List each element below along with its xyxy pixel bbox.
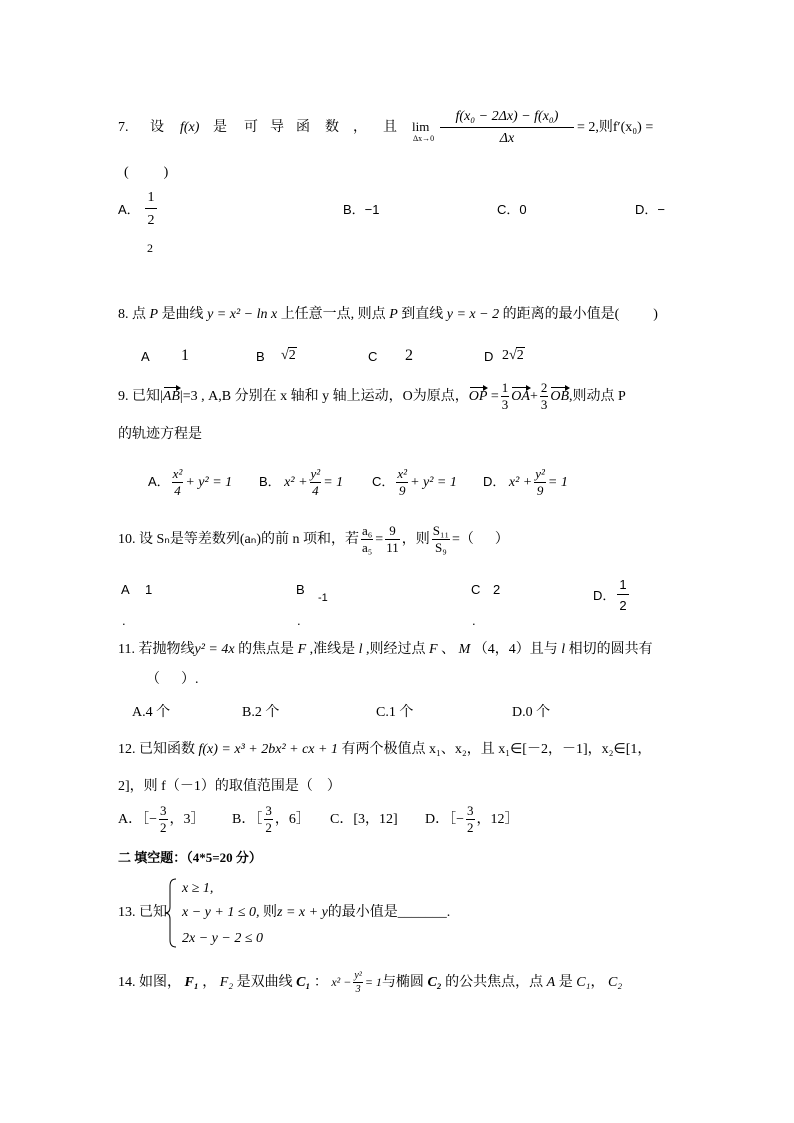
option-a-dot: . xyxy=(122,613,126,628)
option-a-label: A xyxy=(141,349,150,364)
option-expression: x² + xyxy=(508,475,533,490)
option-b-label: B xyxy=(256,349,265,364)
q8-stem xyxy=(118,305,658,325)
radicand: 2 xyxy=(288,348,296,363)
fraction-denominator: a₅ xyxy=(361,540,373,556)
question-text: ，则 xyxy=(401,532,430,547)
q14-stem xyxy=(118,966,622,999)
option-a-label: A． xyxy=(118,202,140,217)
function-expression: f(x) xyxy=(180,120,200,135)
option-a: A.4 个 xyxy=(132,705,171,720)
radical-sign: √ xyxy=(509,348,517,363)
option-text: ，6］ xyxy=(274,812,310,827)
curve-label: C₁ xyxy=(296,975,311,990)
question-text: （4，4）且与 xyxy=(473,642,558,657)
option-expression: x² + xyxy=(284,475,308,490)
fraction xyxy=(501,381,510,412)
fraction-denominator: 2 xyxy=(467,820,474,836)
hyperbola-expression: = 1 xyxy=(364,975,382,989)
fraction xyxy=(159,804,168,835)
option-b: B．−1 xyxy=(343,202,380,217)
question-text: 是 xyxy=(558,975,573,990)
fraction-denominator: 3 xyxy=(501,397,509,413)
q11-stem xyxy=(118,640,653,660)
vector-label: OA xyxy=(511,389,530,404)
option-c-value: 2 xyxy=(405,347,413,364)
option-a xyxy=(148,466,232,499)
curve-label: C₁ xyxy=(576,975,591,990)
option-text: D．［− xyxy=(425,812,465,827)
question-text: 是 xyxy=(213,120,227,135)
option-b: B.2 个 xyxy=(242,705,280,720)
question-text: ,准线是 xyxy=(309,642,356,657)
equals-sign: = xyxy=(490,389,499,404)
fraction-denominator: 2 xyxy=(147,213,155,228)
fraction-denominator: Δx xyxy=(499,131,515,146)
option-c: C．0 xyxy=(497,202,527,217)
radical-sign: √ xyxy=(281,348,289,363)
left-brace-icon xyxy=(164,878,178,948)
question-text: 数 xyxy=(325,120,339,135)
fraction-denominator: 11 xyxy=(386,540,399,556)
fraction-denominator: 2 xyxy=(265,820,272,836)
hyperbola-expression: x² − xyxy=(331,975,352,989)
constraint-2-line xyxy=(182,903,450,923)
fraction-denominator: 9 xyxy=(536,483,544,499)
question-text: 的焦点是 xyxy=(238,642,295,657)
fraction xyxy=(396,467,408,498)
option-d-fraction xyxy=(617,576,629,617)
abs-bar-right: | xyxy=(179,389,183,404)
question-number: 11. xyxy=(118,642,135,657)
vector-label: OB xyxy=(550,389,570,404)
option-text: A．［− xyxy=(118,812,158,827)
question-text: ， xyxy=(353,120,367,135)
answer-paren-close: ) xyxy=(653,307,658,322)
option-text: C．[3，12] xyxy=(330,812,398,827)
question-text: 的公共焦点，点 xyxy=(445,975,544,990)
fraction-numerator: 3 xyxy=(160,803,167,819)
fraction-numerator: f(x₀ − 2Δx) − f(x₀) xyxy=(455,109,559,124)
option-expression: = 1 xyxy=(547,475,568,490)
focus-label: F xyxy=(297,642,307,657)
vector-label: AB xyxy=(162,389,180,404)
section-heading: 二 填空题：（4*5=20 分） xyxy=(118,850,262,865)
option-b-label: B xyxy=(296,582,305,597)
fraction-numerator: a₆ xyxy=(361,523,373,539)
option-a-value: 1 xyxy=(181,347,189,364)
focus-label: F₂ xyxy=(219,975,234,990)
question-text: 的最小值是 xyxy=(327,905,398,920)
q12-stem xyxy=(118,740,651,760)
fraction-denominator: S₉ xyxy=(435,540,447,556)
fraction-numerator: 1 xyxy=(501,380,509,396)
curve-equation: y = x² − ln x xyxy=(207,307,278,322)
option-c-dot: . xyxy=(472,613,476,628)
fraction-numerator: 2 xyxy=(540,380,548,396)
option-text: B．［ xyxy=(232,812,263,827)
limit-subscript: Δx→0 xyxy=(413,134,435,143)
focus-label: F₁ xyxy=(184,975,199,990)
question-text: 上任意一点, 则点 xyxy=(280,307,386,322)
option-label: C． xyxy=(372,474,395,489)
fraction-denominator: 4 xyxy=(312,483,319,499)
fraction-numerator: 3 xyxy=(467,803,474,819)
function-expression: f(x) = x³ + 2bx² + cx + 1 xyxy=(198,742,338,757)
question-text: ： xyxy=(313,975,328,990)
vector-op xyxy=(469,387,488,407)
answer-parentheses: ( ) xyxy=(124,165,169,180)
constraint-2: x − y + 1 ≤ 0, xyxy=(182,905,260,920)
question-text: 相切的圆共有 xyxy=(568,642,653,657)
question-text: 13. 已知 xyxy=(118,905,167,920)
parabola-equation: y² = 4x xyxy=(194,642,235,657)
question-number: 8. xyxy=(118,307,129,322)
directrix-label: l xyxy=(561,642,566,657)
plus-sign: + xyxy=(529,389,538,404)
option-c xyxy=(372,466,457,499)
question-text: 且 xyxy=(383,120,397,135)
option-c-label: C xyxy=(471,582,481,597)
fraction xyxy=(172,467,184,498)
option-text: ，12］ xyxy=(476,812,519,827)
vector-ab xyxy=(163,387,180,407)
fraction-numerator: S₁₁ xyxy=(432,523,450,539)
option-b xyxy=(259,466,343,499)
option-a xyxy=(118,804,205,836)
option-d-value xyxy=(502,346,525,366)
question-text: 则 xyxy=(263,905,278,920)
question-text: 导 xyxy=(270,120,284,135)
question-text: =3 , A,B 分别在 x 轴和 y 轴上运动，O为原点， xyxy=(182,389,469,404)
question-text: 2]，则 f（－1）的取值范围是（ ） xyxy=(118,779,341,794)
option-expression: + y² = 1 xyxy=(410,475,457,490)
focus-label: F xyxy=(429,642,438,657)
vector-arrow-icon xyxy=(551,387,567,388)
fraction xyxy=(540,381,549,412)
limit-operator: lim xyxy=(412,119,430,134)
question-text: 可 xyxy=(244,120,258,135)
fraction-denominator: 3 xyxy=(355,984,361,996)
abs-bar-left: | xyxy=(160,389,163,404)
question-text: ,则动点 P xyxy=(569,389,626,404)
option-a-label: A xyxy=(121,582,130,597)
option-c-value: 2 xyxy=(493,582,501,597)
option-label: A． xyxy=(148,474,170,489)
question-text: 的轨迹方程是 xyxy=(118,427,202,442)
fraction-numerator: y² xyxy=(310,466,321,482)
question-text: 有两个极值点 x₁、x₂，且 x₁∈[－2，－1]，x₂∈[1， xyxy=(341,742,652,757)
question-text: 14. 如图， xyxy=(118,975,181,990)
option-a-fraction xyxy=(145,188,157,233)
answer-blank: _______. xyxy=(397,905,451,920)
option-expression: + y² = 1 xyxy=(185,475,233,490)
fraction-numerator: 1 xyxy=(619,577,627,592)
question-text: 已知函数 xyxy=(139,742,195,757)
vector-label: OP xyxy=(468,389,488,404)
question-text: = 2,则f′(x₀) = xyxy=(577,120,654,135)
q12-stem-line-2 xyxy=(118,777,341,797)
question-text: 是双曲线 xyxy=(236,975,293,990)
fraction xyxy=(432,524,450,555)
fraction-numerator: x² xyxy=(172,466,183,482)
option-d-label: D xyxy=(484,349,494,364)
option-label: B． xyxy=(259,474,281,489)
point-label: P xyxy=(149,307,159,322)
answer-parentheses: （ ）. xyxy=(146,672,199,687)
vector-ob xyxy=(550,387,569,407)
point-label: P xyxy=(389,307,398,322)
line-equation: y = x − 2 xyxy=(446,307,500,322)
question-text: 若抛物线 xyxy=(138,642,195,657)
q9-stem-line-2 xyxy=(118,425,202,445)
option-label: D． xyxy=(483,474,506,489)
fraction-denominator: 4 xyxy=(174,483,181,499)
q9-stem xyxy=(118,381,626,413)
option-c-label: C xyxy=(368,349,378,364)
question-text: 到直线 xyxy=(401,307,444,322)
curve-label: C₂ xyxy=(607,975,623,990)
fraction-numerator: y² xyxy=(354,970,362,982)
constraint-1: x ≥ 1, xyxy=(182,881,214,896)
fraction-numerator: x² xyxy=(397,466,408,482)
fraction-numerator: 9 xyxy=(385,524,400,540)
coefficient: 2 xyxy=(502,348,509,363)
question-number: 12. xyxy=(118,742,136,757)
question-text: 的距离的最小值是( xyxy=(502,307,620,322)
question-text: ,则经过点 xyxy=(366,642,426,657)
radicand: 2 xyxy=(516,348,524,363)
answer-parentheses: =（ ） xyxy=(452,532,509,547)
fraction xyxy=(353,970,362,995)
vector-oa xyxy=(511,387,530,407)
q10-stem xyxy=(118,524,509,556)
option-expression: = 1 xyxy=(323,475,344,490)
question-text: 设 xyxy=(150,120,164,135)
option-b xyxy=(232,804,310,836)
fraction xyxy=(264,804,273,835)
directrix-label: l xyxy=(358,642,363,657)
fraction-numerator: y² xyxy=(535,466,545,482)
question-text: 点 xyxy=(132,307,146,322)
option-a-value: 1 xyxy=(145,582,153,597)
question-text: ， xyxy=(202,975,217,990)
equals-sign: = xyxy=(375,532,384,547)
option-text: ，3］ xyxy=(169,812,205,827)
fraction-denominator: 3 xyxy=(540,397,548,413)
curve-label: C₂ xyxy=(427,975,442,990)
fraction-numerator: 1 xyxy=(147,190,155,205)
vector-arrow-icon xyxy=(164,387,178,388)
fraction-denominator: 9 xyxy=(398,483,406,499)
fraction xyxy=(534,467,546,498)
fraction-denominator: 2 xyxy=(619,598,627,613)
option-d: D.0 个 xyxy=(512,705,551,720)
question-text: 与椭圆 xyxy=(381,975,424,990)
question-text: 已知 xyxy=(132,389,160,404)
option-d: D．− xyxy=(635,202,665,217)
vector-arrow-icon xyxy=(470,387,486,388)
question-text: 、 xyxy=(441,642,456,657)
point-label: M xyxy=(458,642,471,657)
option-d xyxy=(425,804,519,836)
fraction xyxy=(466,804,475,835)
option-b-value: -1 xyxy=(318,592,328,604)
question-text: 是曲线 xyxy=(161,307,204,322)
option-c xyxy=(330,804,398,836)
point-label: A xyxy=(546,975,556,990)
fraction-numerator: 3 xyxy=(265,803,272,819)
limit-fraction xyxy=(440,108,574,150)
fraction xyxy=(310,467,322,498)
option-b-value xyxy=(281,346,297,366)
question-text: 10. 设 Sₙ是等差数列(aₙ)的前 n 项和，若 xyxy=(118,532,359,547)
option-c: C.1 个 xyxy=(376,705,414,720)
constraint-3: 2x − y − 2 ≤ 0 xyxy=(182,931,264,946)
fraction xyxy=(385,524,400,555)
option-b-dot: . xyxy=(297,613,301,628)
option-d xyxy=(483,466,568,499)
question-number: 9. xyxy=(118,389,129,404)
question-number: 7. xyxy=(118,120,129,135)
fraction xyxy=(361,524,373,555)
question-text: ， xyxy=(590,975,605,990)
question-text: 函 xyxy=(296,120,310,135)
vector-arrow-icon xyxy=(512,387,528,388)
option-d-label: D． xyxy=(593,588,616,603)
objective-expression: z = x + y xyxy=(277,905,328,920)
fraction-denominator: 2 xyxy=(160,820,167,836)
option-a-extra: 2 xyxy=(147,241,153,255)
